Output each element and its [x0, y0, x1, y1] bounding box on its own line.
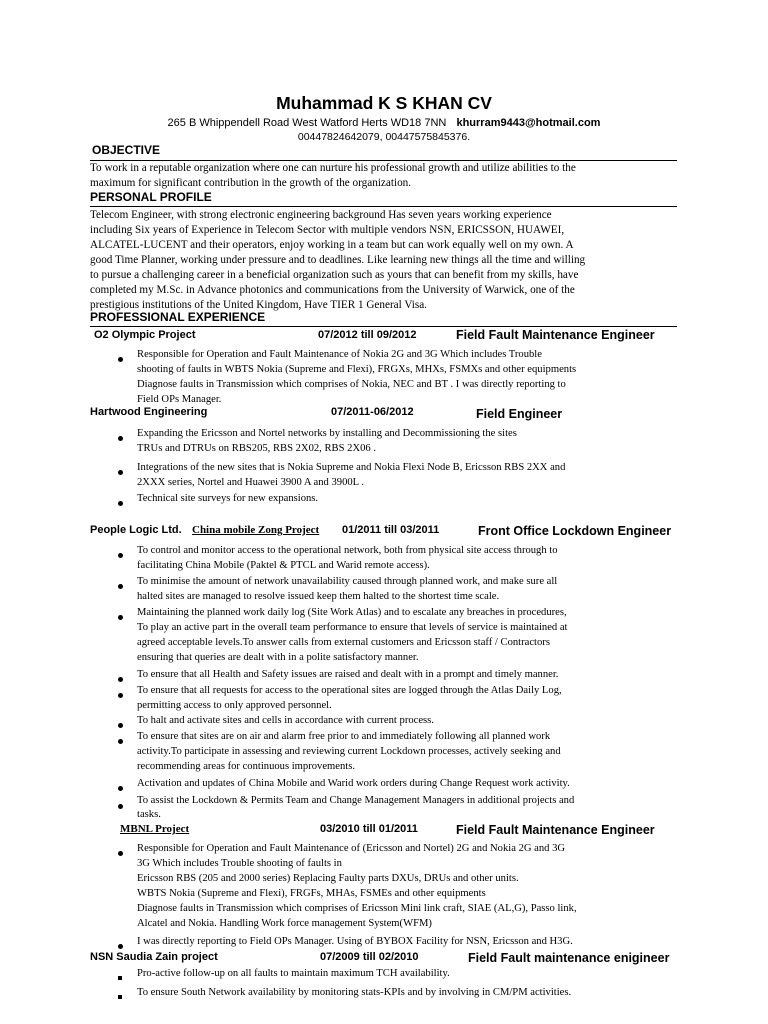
profile-line: good Time Planner, working under pressure and to deadlines. Like learning new things all the time and willing	[90, 254, 586, 266]
bullet-dot	[118, 800, 123, 812]
profile-line: ALCATEL-LUCENT and their operators, enjoy working in a team but can work equally well on my own. A	[90, 239, 574, 251]
profile-line: Telecom Engineer, with strong electronic engineering background Has seven years working experience	[90, 209, 552, 221]
bullet-text	[137, 934, 573, 949]
bullet-line: Field OPs Manager.	[137, 394, 222, 405]
job-dates: 03/2010 till 01/2011	[320, 823, 418, 835]
address: 265 B Whippendell Road West Watford Herts WD18 7NN	[167, 117, 447, 129]
bullet-line: Alcatel and Nokia. Handling Work force management System(WFM)	[137, 918, 432, 929]
bullet-text	[137, 426, 517, 456]
objective-line: maximum for significant contribution in the growth of the organization.	[90, 177, 412, 189]
bullet-line: 3G Which includes Trouble shooting of faults in	[137, 858, 342, 869]
bullet-line: Integrations of the new sites that is Nokia Supreme and Nokia Flexi Node B, Ericsson RBS 2XX and	[137, 462, 566, 473]
job-dates: 07/2011-06/2012	[331, 406, 414, 418]
job-company: Hartwood Engineering	[90, 406, 208, 418]
job-title: Front Office Lockdown Engineer	[478, 524, 672, 538]
bullet-dot	[118, 580, 123, 592]
bullet-text	[137, 667, 558, 682]
contact-line	[0, 117, 768, 129]
job-dates: 07/2012 till 09/2012	[318, 329, 417, 341]
bullet-text	[137, 985, 571, 1000]
job-project-link[interactable]: China mobile Zong Project	[192, 524, 320, 536]
phone-numbers: 00447824642079, 00447575845376.	[297, 131, 471, 143]
bullet-line: Responsible for Operation and Fault Maintenance of Nokia 2G and 3G Which includes Trouble	[137, 349, 542, 360]
job-dates: 07/2009 till 02/2010	[320, 951, 419, 963]
bullet-text	[137, 966, 450, 981]
bullet-text	[137, 794, 574, 822]
job-title: Field Fault Maintenance Engineer	[456, 823, 655, 837]
bullet-line: To halt and activate sites and cells in accordance with current process.	[137, 715, 434, 726]
bullet-line: Pro-active follow-up on all faults to maintain maximum TCH availability.	[137, 968, 450, 979]
job-company: People Logic Ltd.	[90, 524, 182, 536]
bullet-dot	[118, 847, 123, 859]
bullet-line: To control and monitor access to the operational network, both from physical site access through to	[137, 545, 558, 556]
profile-text	[90, 208, 677, 313]
bullet-text	[137, 605, 568, 665]
bullet-dot	[118, 497, 123, 509]
profile-line: including Six years of Experience in Telecom Sector with multiple vendors NSN, ERICSSON, HUAWEI,	[90, 224, 565, 236]
job-company: NSN Saudia Zain project	[90, 951, 218, 963]
bullet-line: activity.To participate in assessing and reviewing current Lockdown processes, actively seeking and	[137, 746, 561, 757]
bullet-line: agreed acceptable levels.To answer calls from external customers and Ericsson staff / Contractors	[137, 637, 550, 648]
experience-heading: PROFESSIONAL EXPERIENCE	[90, 310, 266, 324]
bullet-line: TRUs and DTRUs on RBS205, RBS 2X02, RBS 2X06 .	[137, 443, 376, 454]
profile-heading: PERSONAL PROFILE	[90, 190, 212, 204]
bullet-line: To ensure South Network availability by monitoring stats-KPIs and by involving in CM/PM activities.	[137, 987, 572, 998]
bullet-dot	[118, 673, 123, 685]
bullet-square	[118, 971, 122, 983]
bullet-line: shooting of faults in WBTS Nokia (Supreme and Flexi), FRGXs, MHXs, FSMXs and other equipments	[137, 364, 577, 375]
bullet-dot	[118, 432, 123, 444]
bullet-text	[137, 491, 318, 506]
profile-rule	[90, 206, 677, 207]
bullet-line: WBTS Nokia (Supreme and Flexi), FRGFs, MHAs, FSMEs and other equipments	[137, 888, 486, 899]
bullet-line: halted sites are managed to resolve issued keep them halted to the shortest time scale.	[137, 591, 500, 602]
bullet-line: Activation and updates of China Mobile and Warid work orders during Change Request work activity.	[137, 778, 570, 789]
bullet-line: ensuring that queries are dealt with in a polite satisfactory manner.	[137, 652, 419, 663]
bullet-text	[137, 841, 577, 931]
bullet-line: tasks.	[137, 809, 161, 820]
bullet-line: Maintaining the planned work daily log (Site Work Atlas) and to escalate any breaches in procedures,	[137, 607, 567, 618]
bullet-line: Expanding the Ericsson and Nortel networks by installing and Decommissioning the sites	[137, 428, 517, 439]
bullet-line: To play an active part in the overall team performance to ensure that levels of service is maintained at	[137, 622, 568, 633]
bullet-line: Responsible for Operation and Fault Maintenance of (Ericsson and Nortel) 2G and Nokia 2G and 3G	[137, 843, 566, 854]
bullet-square	[118, 990, 122, 1002]
bullet-line: permitting access to only approved personnel.	[137, 700, 332, 711]
bullet-dot	[118, 466, 123, 478]
bullet-line: facilitating China Mobile (Paktel & PTCL and Warid remote access).	[137, 560, 430, 571]
bullet-text	[137, 729, 561, 774]
job-title: Field Engineer	[476, 407, 563, 421]
email[interactable]: khurram9443@hotmail.com	[456, 117, 601, 129]
job-dates: 01/2011 till 03/2011	[342, 524, 440, 536]
profile-line: completed my M.Sc. in Advance photonics and communications from the University of Warwick, one of the	[90, 284, 575, 296]
experience-rule	[90, 326, 677, 327]
bullet-dot	[118, 549, 123, 561]
bullet-line: Diagnose faults in Transmission which comprises of Ericsson Mini link craft, SIAE (AL,G), Passo link,	[137, 903, 577, 914]
job-title: Field Fault maintenance enigineer	[468, 951, 670, 965]
bullet-dot	[118, 719, 123, 731]
bullet-text	[137, 713, 434, 728]
job-company: O2 Olympic Project	[94, 329, 196, 341]
bullet-text	[137, 683, 562, 713]
bullet-line: To assist the Lockdown & Permits Team and Change Management Managers in additional projects and	[137, 795, 575, 806]
bullet-line: I was directly reporting to Field OPs Manager. Using of BYBOX Facility for NSN, Ericsson and H3G.	[137, 936, 573, 947]
bullet-line: 2XXX series, Nortel and Huawei 3900 A and 3900L .	[137, 477, 365, 488]
bullet-line: To ensure that sites are on air and alarm free prior to and immediately following all planned work	[137, 731, 551, 742]
bullet-text	[137, 543, 558, 573]
bullet-line: recommending areas for continuous improvements.	[137, 761, 355, 772]
bullet-dot	[118, 735, 123, 747]
profile-line: prestigious institutions of the United Kingdom, Have TIER 1 General Visa.	[90, 299, 427, 311]
bullet-text	[137, 776, 570, 791]
profile-line: to pursue a challenging career in a beneficial organization such as yours that can benefit from my skills, have	[90, 269, 579, 281]
bullet-line: Diagnose faults in Transmission which comprises of Nokia, NEC and BT . I was directly reporting to	[137, 379, 566, 390]
bullet-text	[137, 574, 557, 604]
job-title: Field Fault Maintenance Engineer	[456, 328, 655, 342]
bullet-line: Ericsson RBS (205 and 2000 series) Replacing Faulty parts DXUs, DRUs and other units.	[137, 873, 519, 884]
bullet-text	[137, 460, 565, 490]
bullet-line: To ensure that all requests for access to the operational sites are logged through the Atlas Daily Log,	[137, 685, 562, 696]
objective-line: To work in a reputable organization where one can nurture his professional growth and utilize abilities to the	[90, 162, 576, 174]
objective-text	[90, 161, 677, 191]
bullet-dot	[118, 353, 123, 365]
bullet-dot	[118, 689, 123, 701]
bullet-line: Technical site surveys for new expansions.	[137, 493, 319, 504]
bullet-line: To minimise the amount of network unavailability caused through planned work, and make sure all	[137, 576, 558, 587]
bullet-dot	[118, 611, 123, 623]
job-project-link[interactable]: MBNL Project	[120, 823, 190, 835]
bullet-dot	[118, 782, 123, 794]
bullet-line: To ensure that all Health and Safety issues are raised and dealt with in a prompt and timely manner.	[137, 669, 559, 680]
bullet-text	[137, 347, 576, 407]
objective-heading: OBJECTIVE	[92, 143, 161, 157]
cv-title: Muhammad K S KHAN CV	[276, 93, 492, 113]
